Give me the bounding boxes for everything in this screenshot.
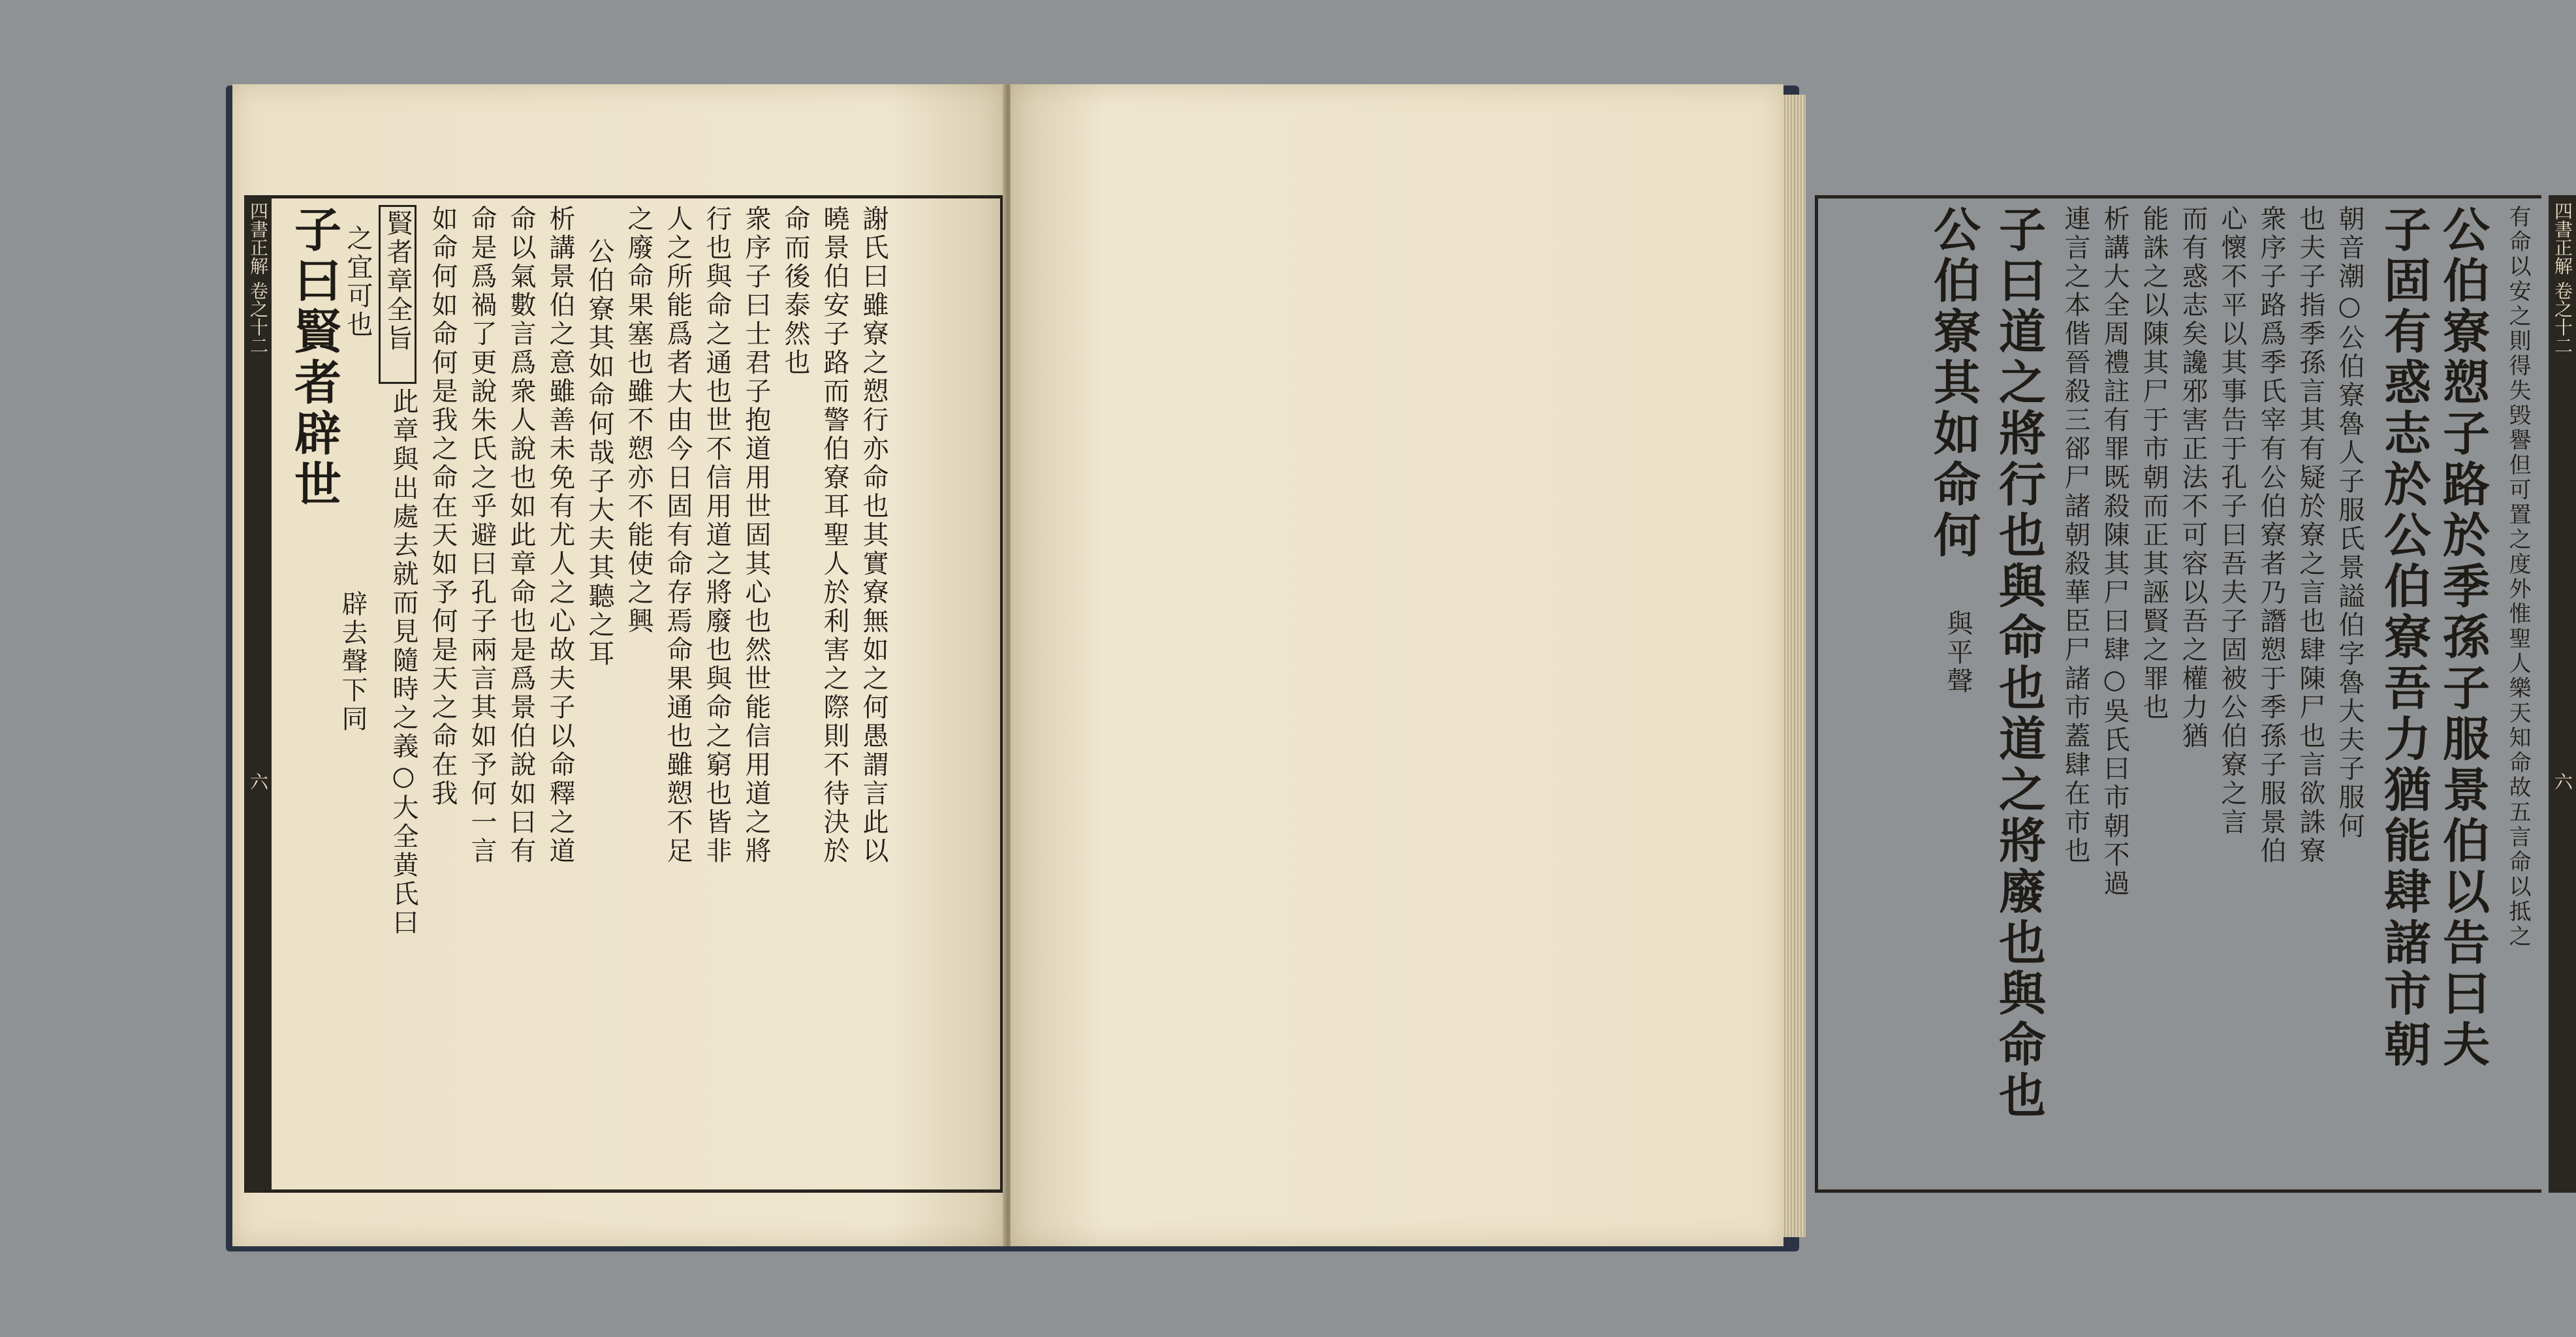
left-col-9: 人之所能爲者大由今日固有命存焉命果通也雖愬不足: [663, 205, 693, 866]
left-col-10: 行也與命之通也世不信用道之將廢也與命之窮也皆非: [702, 205, 732, 866]
right-margin-strip: [2549, 195, 2576, 1193]
right-heading-2: 子固有惑志於公伯寮吾力猶能肆諸市朝: [2376, 205, 2432, 1071]
left-col-13: 曉景伯安子路而警伯寮耳聖人於利害之際則不待決於: [819, 205, 849, 866]
left-page: [232, 84, 1005, 1246]
left-col-6: 析講景伯之意雖善未免有尤人之心故夫子以命釋之道: [545, 205, 575, 866]
left-col-4: 命是爲禍了更說朱氏之乎避曰孔子兩言其如予何一言: [467, 205, 497, 866]
open-book: [222, 82, 2573, 1250]
left-col-7: 公伯寮其如命何哉子大夫其聽之耳: [584, 238, 614, 668]
left-margin-page: 六: [247, 772, 269, 791]
page-edges: [1782, 95, 1806, 1237]
right-heading-4-note: 與平聲: [1943, 610, 1973, 696]
right-comm-3: 心懷不平以其事告于孔子曰吾夫子固被公伯寮之言: [2217, 205, 2247, 837]
right-margin-page: 六: [2552, 772, 2573, 791]
right-page: [1011, 84, 2573, 1246]
right-margin-title: 四書正解: [2552, 202, 2573, 275]
right-comm-1: 也夫子指季孫言其有疑於寮之言也肆陳尸也言欲誅寮: [2295, 205, 2325, 866]
left-col-5: 命以氣數言爲衆人說也如此章命也是爲景伯說如曰有: [506, 205, 536, 866]
right-comm-4: 而有惑志矣讒邪害正法不可容以吾之權力猶: [2178, 205, 2208, 751]
right-text-frame: [1815, 195, 2541, 1193]
right-heading-1: 公伯寮愬子路於季孫子服景伯以告曰夫: [2435, 205, 2490, 1071]
left-text-frame: [264, 195, 1003, 1193]
left-margin-title: 四書正解: [247, 202, 269, 275]
left-col-2: 此章與出處去就而見隨時之義○大全黄氏曰: [388, 388, 418, 937]
left-main-note: 辟去聲下同: [338, 590, 368, 734]
right-comm-0: 朝音潮○公伯寮魯人子服氏景謚伯字魯大夫子服何: [2334, 205, 2364, 841]
right-comm-7: 連言之本偕晉殺三郤尸諸朝殺華臣尸諸市蓋肆在市也: [2060, 205, 2090, 866]
left-col-0: 之宜可也: [343, 225, 373, 339]
left-col-14: 謝氏曰雖寮之愬行亦命也其實寮無如之何愚謂言此以: [858, 205, 888, 866]
right-heading-3: 子曰道之將行也與命也道之將廢也與命也: [1991, 205, 2047, 1122]
right-top-note: 有命以安之則得失毁譽但可置之度外惟聖人樂天知命故五言命以抵之: [2505, 205, 2531, 949]
left-col-3: 如命何如命何是我之命在天如予何是天之命在我: [428, 205, 458, 808]
left-main-heading: 子曰賢者辟世: [287, 205, 342, 511]
right-comm-6: 析講大全周禮註有罪既殺陳其尸曰肆○吳氏曰市朝不過: [2099, 205, 2129, 898]
left-col-8: 之廢命果塞也雖不愬亦不能使之興: [623, 205, 653, 636]
right-heading-4: 公伯寮其如命何: [1926, 205, 1981, 561]
right-margin-volume: 卷之十二: [2552, 281, 2573, 354]
left-col-11: 衆序子曰士君子抱道用世固其心也然世能信用道之將: [741, 205, 771, 866]
left-col-1: 賢者章全旨: [379, 205, 416, 384]
left-col-12: 命而後泰然也: [780, 205, 810, 377]
right-comm-5: 能誅之以陳其尸于市朝而正其誣賢之罪也: [2139, 205, 2169, 722]
left-margin-volume: 卷之十二: [247, 281, 269, 354]
right-comm-2: 衆序子路爲季氏宰有公伯寮者乃譖愬于季孫子服景伯: [2256, 205, 2286, 866]
